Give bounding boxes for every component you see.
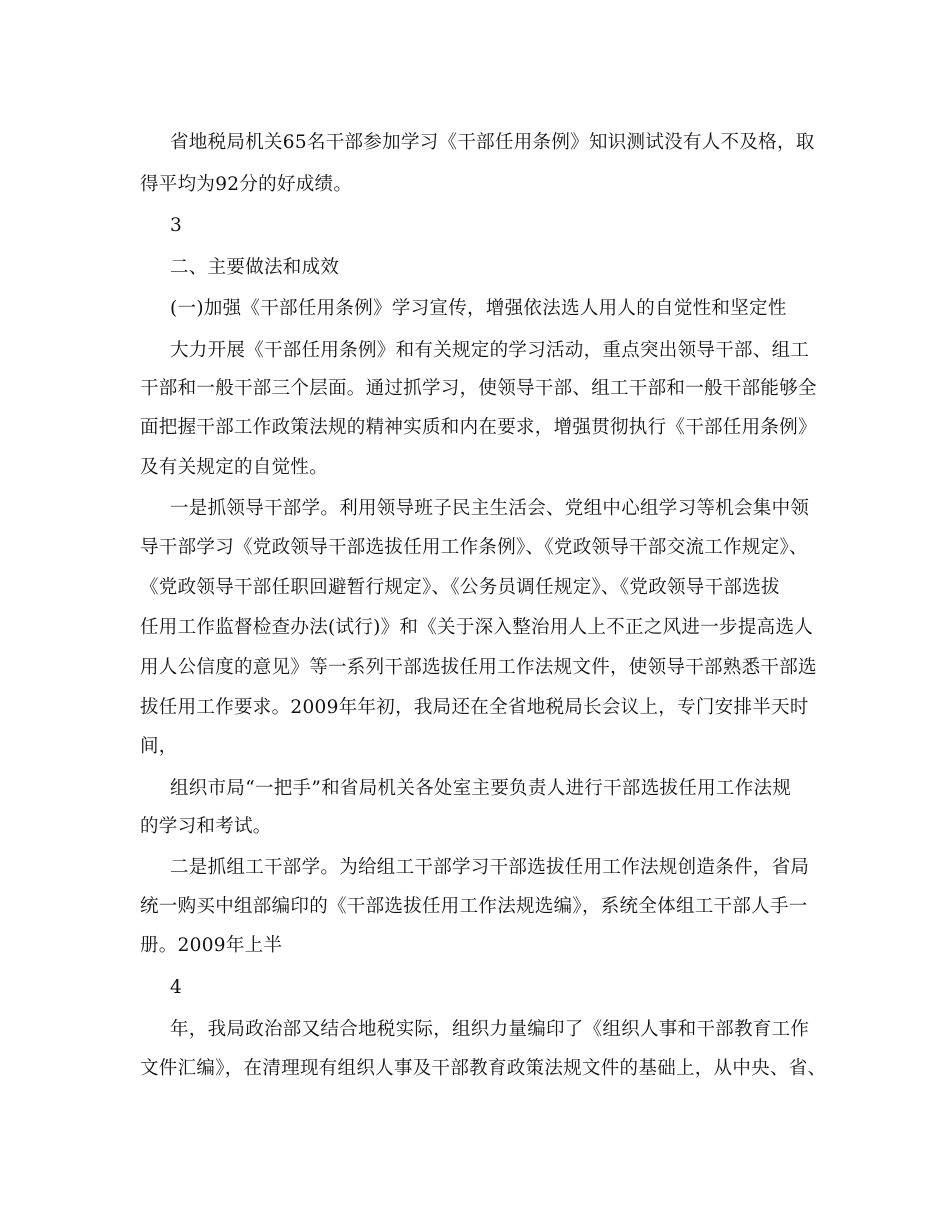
text-line: 文件汇编》，在清理现有组织人事及干部教育政策法规文件的基础上，从中央、省、 — [140, 1058, 827, 1079]
text-line: 册。2009年上半 — [140, 935, 283, 956]
text-line: 大力开展《干部任用条例》和有关规定的学习活动，重点突出领导干部、组工 — [170, 340, 810, 361]
text-line: 省地税局机关65名干部参加学习《干部任用条例》知识测试没有人不及格，取 — [170, 132, 815, 153]
text-line: 用人公信度的意见》等一系列干部选拔任用工作法规文件，使领导干部熟悉干部选 — [140, 657, 817, 678]
text-line: 的学习和考试。 — [140, 816, 272, 837]
text-line: 统一购买中组部编印的《干部选拔任用工作法规选编》，系统全体组工干部人手一 — [140, 896, 808, 917]
text-line: 二是抓组工干部学。为给组工干部学习干部选拔任用工作法规创造条件，省局 — [170, 857, 810, 878]
text-line: 任用工作监督检查办法(试行)》和《关于深入整治用人上不正之风进一步提高选人 — [140, 617, 814, 638]
text-line: 组织市局“一把手”和省局机关各处室主要负责人进行干部选拔任用工作法规 — [170, 778, 792, 799]
text-line: 《党政领导干部任职回避暂行规定》、《公务员调任规定》、《党政领导干部选拔 — [140, 577, 780, 598]
page-number: 4 — [170, 977, 183, 998]
page-number: 3 — [170, 215, 183, 236]
section-heading: 二、主要做法和成效 — [170, 257, 340, 278]
text-line: 拔任用工作要求。2009年年初，我局还在全省地税局长会议上，专门安排半天时 — [140, 697, 809, 718]
text-line: 导干部学习《党政领导干部选拔任用工作条例》、《党政领导干部交流工作规定》、 — [140, 537, 808, 558]
text-line: 及有关规定的自觉性。 — [140, 457, 329, 478]
subsection-heading: (一)加强《干部任用条例》学习宣传，增强依法选人用人的自觉性和坚定性 — [170, 298, 787, 319]
text-line: 面把握干部工作政策法规的精神实质和内在要求，增强贯彻执行《干部任用条例》 — [140, 417, 817, 438]
text-line: 得平均为92分的好成绩。 — [140, 174, 353, 195]
text-line: 一是抓领导干部学。利用领导班子民主生活会、党组中心组学习等机会集中领 — [170, 498, 810, 519]
text-line: 间， — [140, 736, 178, 757]
text-line: 年，我局政治部又结合地税实际，组织力量编印了《组织人事和干部教育工作 — [170, 1019, 810, 1040]
text-line: 干部和一般干部三个层面。通过抓学习，使领导干部、组工干部和一般干部能够全 — [140, 378, 817, 399]
